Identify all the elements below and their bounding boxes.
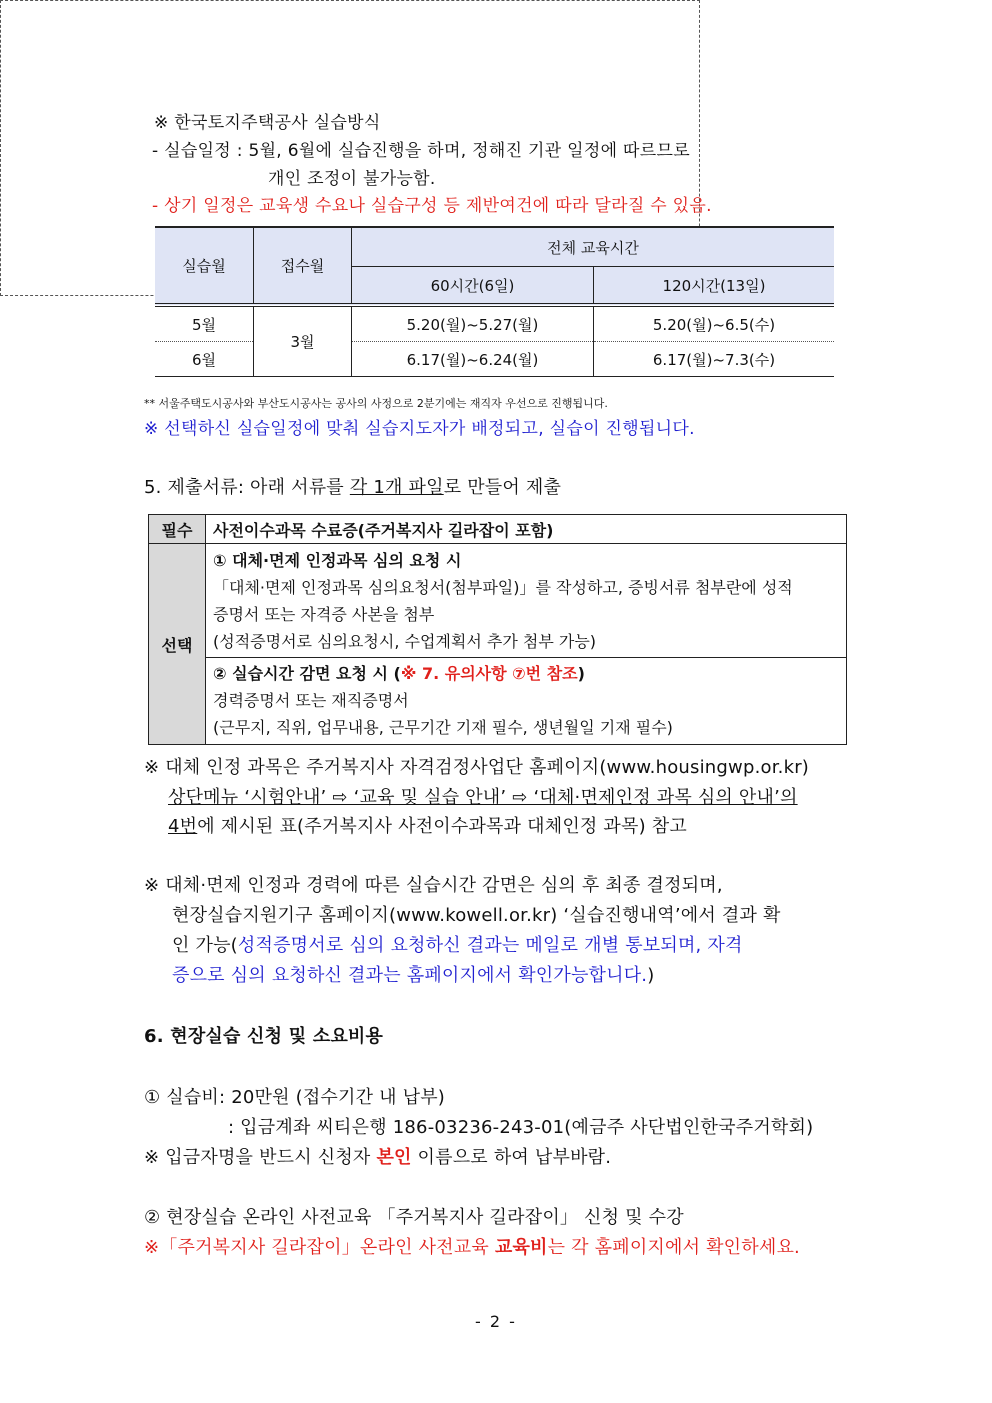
section5-heading-pre: 5. 제출서류: 아래 서류를 xyxy=(144,477,350,498)
payer-line xyxy=(144,1146,611,1170)
cell-receipt: 3월 xyxy=(254,305,352,377)
opt2-title xyxy=(213,660,846,687)
edu-note-pre: ※「주거복지사 길라잡이」온라인 사전교육 xyxy=(144,1237,495,1258)
edu-note xyxy=(144,1236,800,1260)
cell-120h: 6.17(월)~7.3(수) xyxy=(594,342,835,377)
edu-line: ② 현장실습 온라인 사전교육 「주거복지사 길라잡이」 신청 및 수강 xyxy=(144,1207,684,1228)
opt2-title-text: ② 실습시간 감면 요청 시 ( xyxy=(213,664,401,683)
documents-table xyxy=(148,514,847,745)
required-text: 사전이수과목 수료증(주거복지사 길라잡이 포함) xyxy=(206,515,847,544)
table-row xyxy=(155,305,834,342)
note1-line2: 상단메뉴 ‘시험안내’ ⇨ ‘교육 및 실습 안내’ ⇨ ‘대체·면제인정 과목 심의 안내’의 xyxy=(168,787,798,808)
note2-line1: ※ 대체·면제 인정과 경력에 따른 실습시간 감면은 심의 후 최종 결정되며, xyxy=(144,875,723,896)
optional-label: 선택 xyxy=(149,544,206,745)
box-title: ※ 한국토지주택공사 실습방식 xyxy=(154,113,381,133)
note1-line3 xyxy=(168,815,687,839)
cell-60h: 5.20(월)~5.27(월) xyxy=(352,305,594,342)
opt2-line2: (근무지, 직위, 업무내용, 근무기간 기재 필수, 생년월일 기재 필수) xyxy=(213,718,673,737)
fee-line: ① 실습비: 20만원 (접수기간 내 납부) xyxy=(144,1087,446,1108)
payer-pre: ※ 입금자명을 반드시 신청자 xyxy=(144,1147,377,1168)
optional-item-2 xyxy=(206,658,847,745)
header-120h: 120시간(13일) xyxy=(594,267,835,306)
section5-heading-underline: 각 1개 파일 xyxy=(349,477,444,498)
note2-line4-close: ) xyxy=(647,965,655,986)
section5-heading xyxy=(144,476,561,500)
header-month: 실습월 xyxy=(155,227,254,305)
opt1-line3: (성적증명서로 심의요청시, 수업계획서 추가 첨부 가능) xyxy=(213,632,597,651)
header-60h: 60시간(6일) xyxy=(352,267,594,306)
blue-note: ※ 선택하신 실습일정에 맞춰 실습지도자가 배정되고, 실습이 진행됩니다. xyxy=(144,419,695,439)
opt1-title: ① 대체·면제 인정과목 심의 요청 시 xyxy=(213,551,462,570)
small-note: ** 서울주택도시공사와 부산도시공사는 공사의 사정으로 2분기에는 재직자 우선으로 진행됩니다. xyxy=(144,397,608,410)
box-line-adjust: 개인 조정이 불가능함. xyxy=(268,169,436,189)
cell-60h: 6.17(월)~6.24(월) xyxy=(352,342,594,377)
cell-120h: 5.20(월)~6.5(수) xyxy=(594,305,835,342)
required-label: 필수 xyxy=(149,515,206,544)
table-row xyxy=(149,515,847,544)
section6-heading: 6. 현장실습 신청 및 소요비용 xyxy=(144,1026,384,1047)
table-row xyxy=(149,544,847,658)
payer-highlight: 본인 xyxy=(376,1147,412,1168)
box-line-schedule: - 실습일정 : 5월, 6월에 실습진행을 하며, 정해진 기관 일정에 따르므로 xyxy=(152,141,690,161)
account-line: : 입금계좌 씨티은행 186-03236-243-01(예금주 사단법인한국주거학회) xyxy=(228,1117,814,1138)
opt2-title-close: ) xyxy=(577,664,585,683)
note1-line3-underline: 4번 xyxy=(168,816,198,837)
page-number: - 2 - xyxy=(475,1312,517,1331)
section5-heading-post: 로 만들어 제출 xyxy=(443,477,562,498)
opt1-line2: 증명서 또는 자격증 사본을 첨부 xyxy=(213,605,435,624)
note2-line3-pre: 인 가능( xyxy=(172,935,238,956)
cell-month: 5월 xyxy=(155,305,254,342)
payer-post: 이름으로 하여 납부바람. xyxy=(411,1147,612,1168)
opt2-line1: 경력증명서 또는 재직증명서 xyxy=(213,691,409,710)
optional-item-1 xyxy=(206,544,847,658)
note2-line4 xyxy=(172,964,654,988)
table-row xyxy=(149,658,847,745)
header-total-hours: 전체 교육시간 xyxy=(352,227,835,267)
note1-line1: ※ 대체 인정 과목은 주거복지사 자격검정사업단 홈페이지(www.housingwp.or.kr) xyxy=(144,757,810,778)
note2-line2: 현장실습지원기구 홈페이지(www.kowell.or.kr) ‘실습진행내역’에서 결과 확 xyxy=(172,905,781,926)
edu-note-post: 는 각 홈페이지에서 확인하세요. xyxy=(547,1237,800,1258)
opt1-line1: 「대체·면제 인정과목 심의요청서(첨부파일)」를 작성하고, 증빙서류 첨부란에 성적 xyxy=(213,578,793,597)
cell-month: 6월 xyxy=(155,342,254,377)
box-line-warning: - 상기 일정은 교육생 수요나 실습구성 등 제반여건에 따라 달라질 수 있음. xyxy=(152,196,712,216)
note2-line4-blue: 증으로 심의 요청하신 결과는 홈페이지에서 확인가능합니다. xyxy=(172,965,648,986)
note1-line3-rest: 에 제시된 표(주거복지사 사전이수과목과 대체인정 과목) 참고 xyxy=(197,816,687,837)
note2-line3-blue: 성적증명서로 심의 요청하신 결과는 메일로 개별 통보되며, 자격 xyxy=(237,935,743,956)
note2-line3 xyxy=(172,934,743,958)
opt2-title-ref: ※ 7. 유의사항 ⑦번 참조 xyxy=(400,664,578,683)
edu-note-bold: 교육비 xyxy=(494,1237,548,1258)
schedule-table xyxy=(155,226,834,377)
header-receipt: 접수월 xyxy=(254,227,352,305)
